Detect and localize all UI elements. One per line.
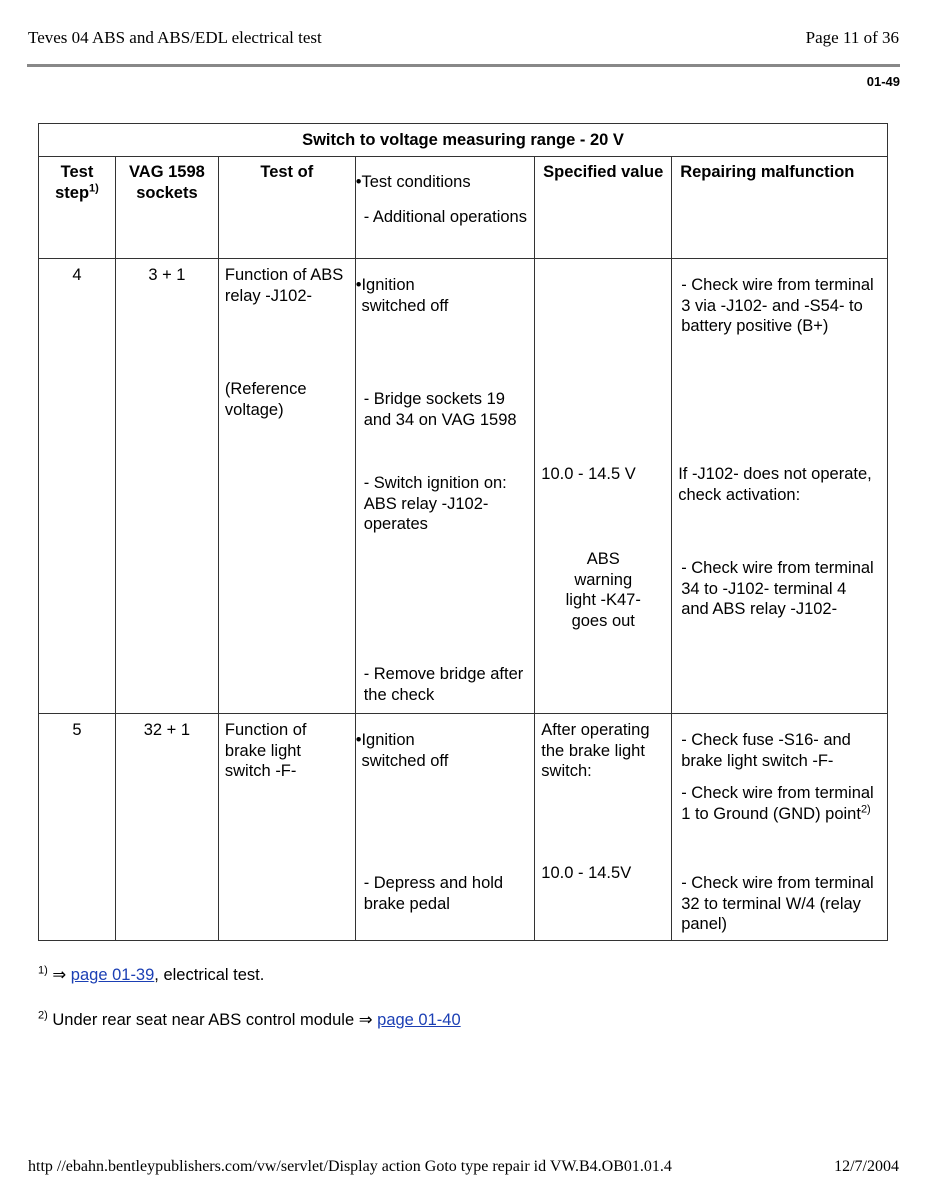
conditions-bullet-text: Test conditions	[361, 173, 471, 191]
header-rule	[27, 64, 900, 67]
row5-step-text: 5	[72, 721, 82, 739]
test-table	[38, 123, 888, 941]
row4-repair-3: - Check wire from terminal 34 to -J102- terminal 4 and ABS relay -J102-	[681, 559, 874, 618]
table-title: Switch to voltage measuring range - 20 V	[39, 124, 888, 157]
row5-repair-2-text: - Check wire from terminal 1 to Ground (GND) point	[681, 784, 874, 823]
row4-repair	[672, 259, 888, 714]
row4-remove-text: - Remove bridge after the check	[363, 665, 524, 704]
test-step-label: Test step	[55, 163, 94, 202]
page-header-title: Teves 04 ABS and ABS/EDL electrical test	[28, 28, 322, 47]
row5-value-2: 10.0 - 14.5V	[541, 864, 632, 882]
page-link-01-40[interactable]: page 01-40	[377, 1011, 461, 1029]
row4-step	[39, 259, 116, 714]
page-link-01-39[interactable]: page 01-39	[70, 966, 155, 984]
row4-bullet	[356, 275, 531, 316]
footnote-2-text: Under rear seat near ABS control module	[52, 1011, 355, 1029]
row4-switch-text: - Switch ignition on: ABS relay -J102- operates	[363, 474, 507, 533]
row5-bullet-text: Ignition switched off	[361, 731, 449, 770]
row4-bridge-text: - Bridge sockets 19 and 34 on VAG 1598	[363, 390, 517, 429]
specified-value-label: Specified value	[543, 163, 664, 181]
row5-test-of	[218, 714, 355, 941]
col-header-test-of	[218, 157, 355, 259]
col-header-test-step	[39, 157, 116, 259]
footnote-1-text: , electrical test.	[154, 966, 265, 984]
footnote-ref: 1)	[89, 182, 99, 194]
sockets-label-line2: sockets	[136, 183, 198, 202]
document-number: 01-49	[866, 74, 900, 89]
row4-test-of	[218, 259, 355, 714]
bullet-icon: •	[355, 731, 362, 749]
conditions-additional: - Additional operations	[363, 208, 527, 226]
row4-test-of-note: (Reference voltage)	[224, 380, 307, 419]
footer-date: 12/7/2004	[834, 1158, 899, 1175]
row4-repair-1: - Check wire from terminal 3 via -J102- and -S54- to battery positive (B+)	[681, 276, 874, 335]
row5-conditions	[355, 714, 535, 941]
row4-test-of-text: Function of ABS relay -J102-	[224, 266, 344, 305]
conditions-bullet	[356, 172, 531, 193]
row5-sockets	[115, 714, 218, 941]
footnote-2-marker: 2)	[38, 1009, 48, 1022]
row5-repair-2	[681, 783, 875, 824]
col-header-sockets	[115, 157, 218, 259]
row5-test-of-text: Function of brake light switch -F-	[224, 721, 307, 780]
row5-sockets-text: 32 + 1	[143, 721, 191, 739]
row5-value-1: After operating the brake light switch:	[541, 721, 650, 780]
footnote-1-marker: 1)	[38, 964, 48, 977]
table-row	[39, 259, 888, 714]
repairing-label: Repairing malfunction	[680, 163, 855, 181]
row4-step-text: 4	[72, 266, 82, 284]
footer-url: http //ebahn.bentleypublishers.com/vw/servlet/Display action Goto type repair id VW.B4.OB01.01.4	[28, 1158, 672, 1175]
row4-repair-2: If -J102- does not operate, check activation:	[678, 465, 872, 504]
row4-bullet-text: Ignition switched off	[361, 276, 449, 315]
row5-repair-3: - Check wire from terminal 32 to terminal W/4 (relay panel)	[681, 874, 874, 933]
row4-value-1: 10.0 - 14.5 V	[541, 465, 636, 483]
row4-sockets	[115, 259, 218, 714]
row4-sockets-text: 3 + 1	[148, 266, 186, 284]
arrow-right-icon: ⇒	[52, 966, 67, 984]
row4-value-2: ABS warning light -K47- goes out	[565, 550, 641, 630]
footnote-2	[38, 1010, 461, 1030]
col-header-specified-value	[535, 157, 672, 259]
row5-value	[535, 714, 672, 941]
row5-depress-text: - Depress and hold brake pedal	[363, 874, 504, 913]
row4-conditions	[355, 259, 535, 714]
bullet-icon: •	[355, 276, 362, 294]
footnote-1	[38, 965, 264, 985]
row5-step	[39, 714, 116, 941]
col-header-conditions	[355, 157, 535, 259]
row5-bullet	[356, 730, 531, 771]
arrow-right-icon: ⇒	[358, 1011, 373, 1029]
col-header-repairing	[672, 157, 888, 259]
page-footer	[28, 1158, 899, 1176]
table-row	[39, 714, 888, 941]
bullet-icon: •	[355, 173, 362, 191]
footnote-ref: 2)	[860, 803, 871, 815]
row4-value	[535, 259, 672, 714]
row5-repair	[672, 714, 888, 941]
row5-repair-1: - Check fuse -S16- and brake light switch -F-	[681, 731, 851, 770]
page-number: Page 11 of 36	[805, 28, 899, 47]
test-of-label: Test of	[260, 163, 314, 181]
sockets-label-line1: VAG 1598	[129, 163, 205, 181]
